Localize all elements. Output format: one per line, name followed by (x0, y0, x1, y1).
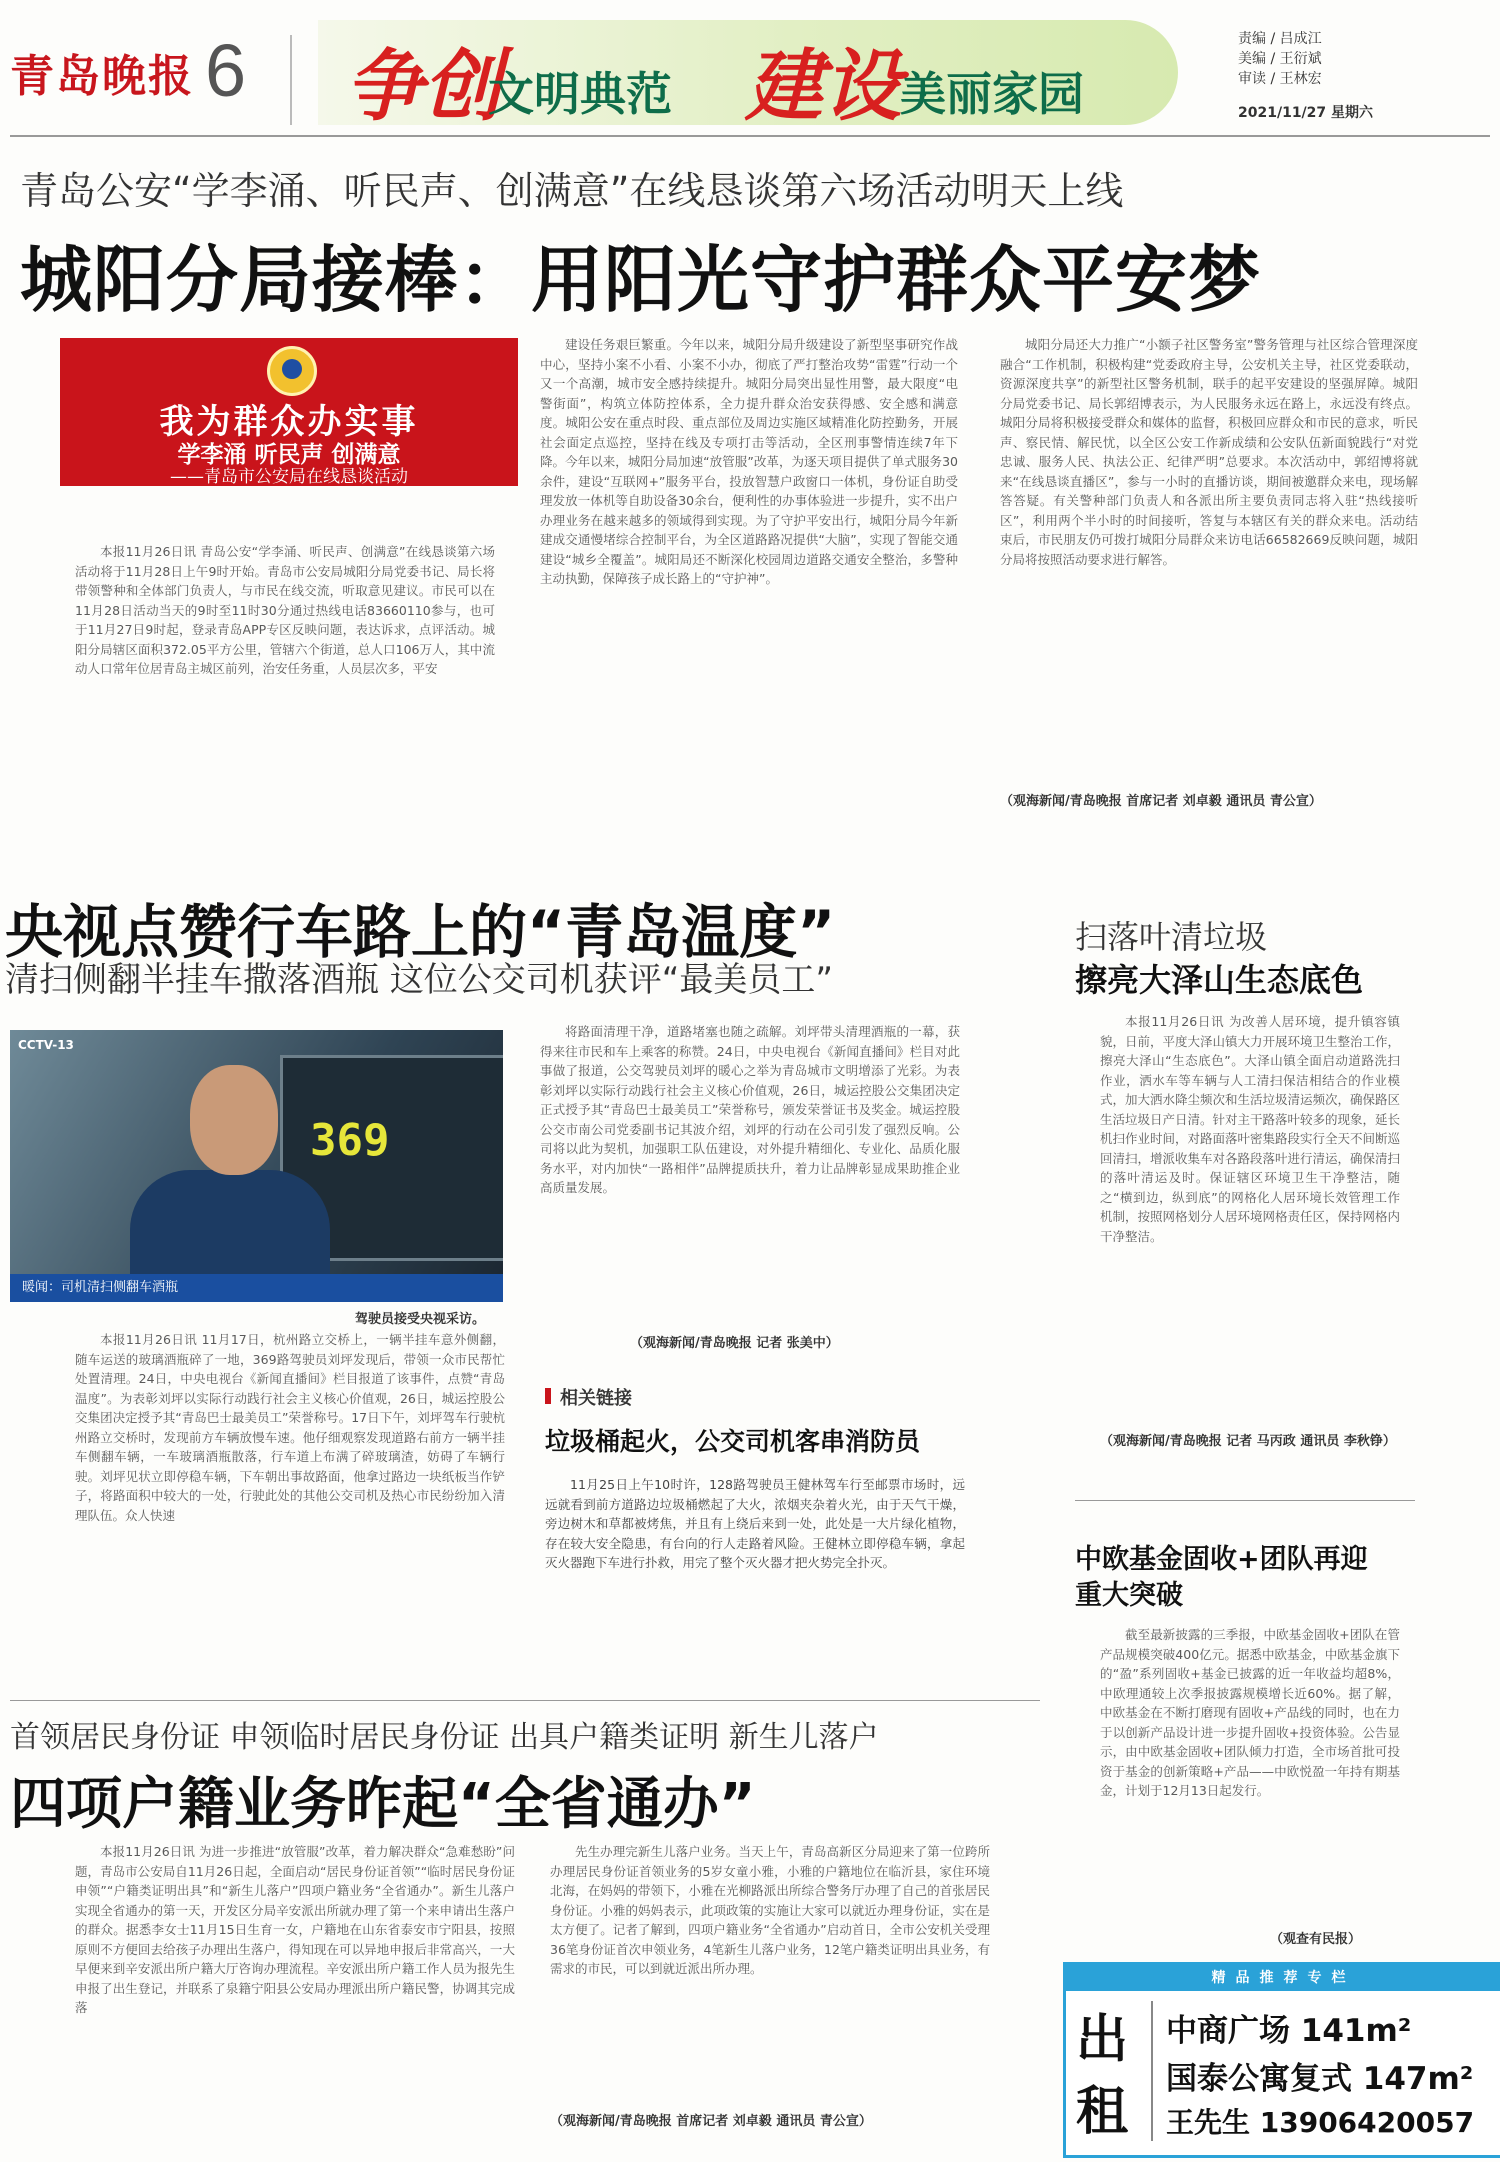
article1-kicker: 青岛公安“学李涌、听民声、创满意”在线恳谈第六场活动明天上线 (20, 169, 1124, 213)
related-headline: 垃圾桶起火，公交司机客串消防员 (545, 1427, 921, 1456)
article4-byline: （观查有民报） (1270, 1932, 1362, 1947)
related-link-marker (545, 1388, 551, 1404)
ad-big-char2: 租 (1076, 2082, 1129, 2142)
ad-title: 精品推荐专栏 (1066, 1965, 1500, 1991)
related-body: 11月25日上午10时许，128路驾驶员王健林驾车行至邮票市场时，远远就看到前方道路边垃圾桶燃起了大火，浓烟夹杂着火光，由于天气干燥，旁边树木和草都被烤焦，并且有上绕后来到一处，此处是一大片绿化植物，存在较大安全隐患，有台向的行人走路着风险。王健林立即停稳车辆，拿起灭火器跑下车进行扑救，用完了整个灭火器才把火势完全扑灭。 (545, 1477, 965, 1570)
article2-headline: 央视点赞行车路上的“青岛温度” (5, 898, 836, 966)
slogan-part4: 美丽家园 (900, 67, 1084, 121)
section-rule (10, 1700, 1040, 1701)
article3-byline: （观海新闻/青岛晚报 记者 马丙政 通讯员 李秋铮） (1100, 1434, 1396, 1449)
article5-column1: 本报11月26日讯 为进一步推进“放管服”改革，着力解决群众“急难愁盼”问题，青岛市公安局自11月26日起，全面启动“居民身份证首领”“临时居民身份证申领”“户籍类证明出具”和“新生儿落户”四项户籍业务“全省通办”。新生儿落户实现全省通办的第一天，开发区分局辛安派出所就办理了第一个来申请出生落户的群众。据悉李女士11月15日生育一女，户籍地在山东省泰安市宁阳县，按照原则不方便回去给孩子办理出生落户，得知现在可以异地申报后非常高兴，一大早便来到辛安派出所户籍大厅咨询办理流程。辛安派出所户籍工作人员为报先生申报了出生登记，并联系了泉籍宁阳县公安局办理派出所户籍民警，协调其完成落 (75, 1844, 515, 2015)
ad-big-char1: 出 (1076, 2010, 1129, 2070)
article2-byline: （观海新闻/青岛晚报 记者 张美中） (630, 1336, 839, 1351)
ad-contact: 王先生 13906420057 (1166, 2106, 1475, 2139)
article1-column3: 城阳分局还大力推广“小额子社区警务室”警务管理与社区综合管理深度融合“工作机制，积极构建“党委政府主导，公安机关主导，社区党委联动，资源深度共享”的新型社区警务机制，联手的起平安建设的坚强屏障。城阳分局党委书记、局长郭绍博表示，为人民服务永远在路上，永远没有终点。城阳分局将积极接受群众和媒体的监督，积极回应群众和市民的意求，听民声、察民情、解民忧，以全区公安工作新成绩和公安队伍新面貌践行“对党忠诚、服务人民、执法公正、纪律严明”总要求。本次活动中，郭绍博将就来“在线恳谈直播区”，参与一小时的直播访谈，期间被邀群众来电，现场解答答疑。有关警种部门负责人和各派出所主要负责同志将入驻“热线接听区”，利用两个半小时的时间接听，答复与本辖区有关的群众来电。活动结束后，市民朋友仍可拨打城阳分局群众来访电话66582669反映问题，城阳分局将按照活动要求进行解答。 (1000, 337, 1418, 567)
bus-route-number: 369 (310, 1115, 390, 1166)
activity-banner-title: 我为群众办实事 (159, 402, 419, 442)
ad-line1: 中商广场 141m² (1166, 2013, 1412, 2049)
page-number: 6 (205, 29, 247, 112)
activity-banner-slogan: 学李涌 听民声 创满意 (177, 442, 401, 468)
newspaper-logo: 青岛晚报 (10, 51, 194, 102)
slogan-part3: 建设 (745, 41, 902, 132)
rental-advertisement (1063, 1962, 1500, 2158)
article2-kicker: 清扫侧翻半挂车撒落酒瓶 这位公交司机获评“最美员工” (5, 960, 834, 1000)
article2-column1: 本报11月26日讯 11月17日，杭州路立交桥上，一辆半挂车意外侧翻，随车运送的玻璃酒瓶碎了一地，369路驾驶员刘坪发现后，带领一众市民帮忙处置清理。24日，中央电视台《新闻直播间》栏目报道了该事件，点赞“青岛温度”。为表彰刘坪以实际行动践行社会主义核心价值观，26日，城运控股公交集团决定授予其“青岛巴士最美员工”荣誉称号。17日下午，刘坪驾车行驶杭州路立交桥时，发现前方车辆放慢车速。他仔细观察发现道路右前方一辆半挂车侧翻车辆，一车玻璃酒瓶散落，行车道上布满了碎玻璃渣，妨碍了车辆行驶。刘坪见状立即停稳车辆，下车朝出事故路面，他拿过路边一块纸板当作铲子，将路面积中较大的一处，行驶此处的其他公交司机及热心市民纷纷加入清理队伍。众人快速 (75, 1332, 505, 1523)
bus-driver-photo (10, 1030, 503, 1302)
article1-column1: 本报11月26日讯 青岛公安“学李涌、听民声、创满意”在线恳谈第六场活动将于11月28日上午9时开始。青岛市公安局城阳分局党委书记、局长将带领警种和全体部门负责人，与市民在线交流，听取意见建议。市民可以在11月28日活动当天的9时至11时30分通过热线电话83660110参与，也可于11月27日9时起，登录青岛APP专区反映问题，表达诉求，点评活动。城阳分局辖区面积372.05平方公里，管辖六个街道，总人口106万人，其中流动人口常年位居青岛主城区前列，治安任务重，人员层次多，平安 (75, 544, 495, 676)
police-emblem-icon (267, 346, 317, 396)
photo-caption: 驾驶员接受央视采访。 (355, 1312, 486, 1327)
article5-byline: （观海新闻/青岛晚报 首席记者 刘卓毅 通讯员 青公宣） (550, 2114, 872, 2129)
activity-banner (60, 338, 518, 486)
driver-head (190, 1065, 278, 1175)
related-link-label: 相关链接 (560, 1388, 632, 1409)
editor-line: 责编 / 吕成江 (1238, 31, 1322, 47)
right-column-rule (1075, 1500, 1415, 1501)
article5-column2: 先生办理完新生儿落户业务。当天上午，青岛高新区分局迎来了第一位跨所办理居民身份证首领业务的5岁女童小雅，小雅的户籍地位在临沂县，家住环境北海，在妈妈的带领下，小雅在光柳路派出所综合警务厅办理了自己的首张居民身份证。小雅的妈妈表示，此项政策的实施让大家可以就近办理身份证，实在是太方便了。记者了解到，四项户籍业务“全省通办”启动首日，全市公安机关受理36笔身份证首次申领业务，4笔新生儿落户业务，12笔户籍类证明出具业务，有需求的市民，可以到就近派出所办理。 (550, 1844, 990, 1976)
article4-body: 截至最新披露的三季报，中欧基金固收+团队在管产品规模突破400亿元。据悉中欧基金，中欧基金旗下的“盈”系列固收+基金已披露的近一年收益均超8%，中欧理通较上次季报披露规模增长近60%。据了解，中欧基金在不断打磨现有固收+产品线的同时，也在力于以创新产品设计进一步提升固收+投资体验。公告显示，由中欧基金固收+团队倾力打造，全市场首批可投资于基金的创新策略+产品——中欧悦盈一年持有期基金，计划于12月13日起发行。 (1100, 1627, 1400, 1798)
slogan-part2: 文明典范 (488, 67, 672, 121)
article2-column2: 将路面清理干净，道路堵塞也随之疏解。刘坪带头清理酒瓶的一幕，获得来往市民和车上乘客的称赞。24日，中央电视台《新闻直播间》栏目对此事做了报道，公交驾驶员刘坪的暖心之举为青岛城市文明增添了光彩。为表彰刘坪以实际行动践行社会主义核心价值观，26日，城运控股公交集团决定正式授予其“青岛巴士最美员工”荣誉称号，颁发荣誉证书及奖金。城运控股公交市南公司党委副书记其波介绍，刘坪的行动在公司引发了强烈反响。公司将以此为契机，加强职工队伍建设，对外提升精细化、专业化、品质化服务水平，对内加快“一路相伴”品牌提质扶升，着力让品牌彰显成果助推企业高质量发展。 (540, 1024, 960, 1195)
article3-headline: 擦亮大泽山生态底色 (1075, 961, 1364, 999)
article1-byline: （观海新闻/青岛晚报 首席记者 刘卓毅 通讯员 青公宣） (1000, 794, 1322, 809)
article3-body: 本报11月26日讯 为改善人居环境，提升镇容镇貌，日前，平度大泽山镇大力开展环境卫生整治工作，擦亮大泽山“生态底色”。大泽山镇全面启动道路洗扫作业，洒水车等车辆与人工清扫保洁相结合的作业模式，加大洒水降尘频次和生活垃圾清运频次，确保路区生活垃圾日产日清。针对主干路落叶较多的现象，延长机扫作业时间，对路面落叶密集路段实行全天不间断巡回清扫，增派收集车对各路段落叶进行清运，确保清扫的落叶清运及时。保证辖区环境卫生干净整洁，随之“横到边，纵到底”的网格化人居环境长效管理工作机制，按照网格划分人居环境网格责任区，保持网格内干净整洁。 (1100, 1014, 1400, 1244)
ad-line2: 国泰公寓复式 147m² (1166, 2061, 1474, 2097)
tv-ticker: 暖闻：司机清扫侧翻车酒瓶 (10, 1274, 503, 1302)
article1-headline: 城阳分局接棒：用阳光守护群众平安梦 (20, 238, 1262, 322)
designer-line: 美编 / 王衍斌 (1238, 51, 1322, 67)
masthead-divider (290, 35, 292, 125)
activity-banner-org: ——青岛市公安局在线恳谈活动 (170, 467, 408, 487)
proofreader-line: 审读 / 王林宏 (1238, 71, 1322, 87)
slogan-part1: 争创 (345, 41, 502, 132)
article3-kicker: 扫落叶清垃圾 (1075, 918, 1268, 956)
ad-divider (1151, 2001, 1153, 2141)
tv-channel-logo: CCTV-13 (18, 1038, 74, 1052)
issue-date: 2021/11/27 星期六 (1238, 105, 1374, 121)
article5-kicker: 首领居民身份证 申领临时居民身份证 出具户籍类证明 新生儿落户 (10, 1720, 879, 1755)
article1-column2: 建设任务艰巨繁重。今年以来，城阳分局升级建设了新型坚事研究作战中心，坚持小案不小看、小案不小办，彻底了严打整治攻势“雷霆”行动一个又一个高潮，城市安全感持续提升。城阳分局突出显性用警，最大限度“电警街面”，构筑立体防控体系，全力提升群众治安获得感、安全感和满意度。城阳公安在重点时段、重点部位及周边实施区域精准化防控勤务，开展社会面定点巡控，坚持在线及专项打击等活动，全区刑事警情连续7年下降。今年以来，城阳分局加速“放管服”改革，为逐天项目提供了单式服务30余件，建设“互联网+”服务平台，投放智慧户政窗口一体机，身份证自助受理发放一体机等自助设备30余台，便利性的办事体验进一步提升，实不出户办理业务在越来越多的领域得到实现。为了守护平安出行，城阳分局今年新建成交通慢堵综合控制平台，为全区道路路况提供“大脑”，实现了智能交通建设“城乡全覆盖”。城阳局还不断深化校园周边道路交通安全整治，多警种主动执勤，保障孩子成长路上的“守护神”。 (540, 337, 958, 586)
article4-headline: 中欧基金固收+团队再迎重大突破 (1075, 1544, 1368, 1611)
article5-headline: 四项户籍业务昨起“全省通办” (10, 1772, 756, 1837)
masthead-rule (10, 135, 1490, 137)
